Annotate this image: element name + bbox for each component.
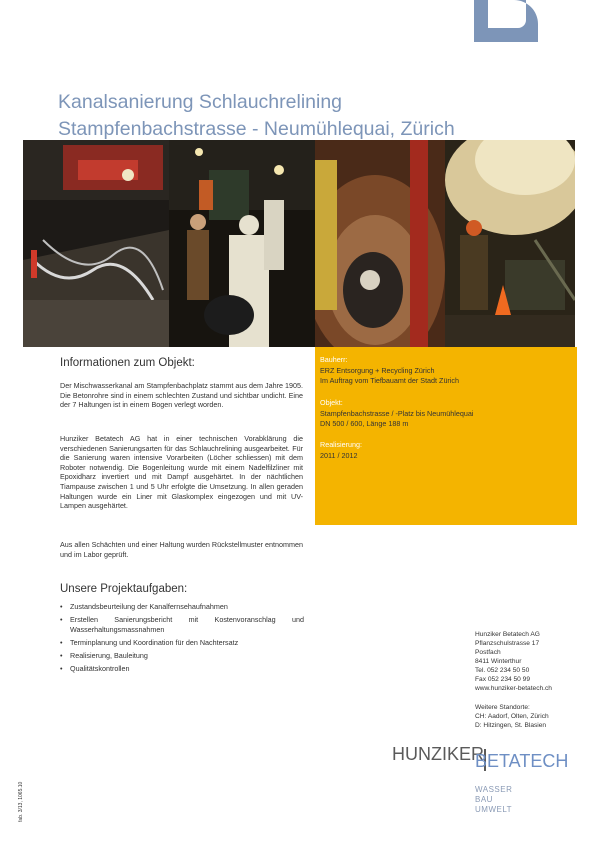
brand-logo bbox=[392, 744, 577, 772]
contact-company: Hunziker Betatech AG bbox=[475, 631, 540, 638]
bullet: • bbox=[60, 663, 63, 673]
footer-document-code: fab. 3/13, 1065.10 bbox=[18, 781, 24, 822]
photo-manhole-shaft bbox=[315, 140, 445, 347]
photo-worker-steam-night bbox=[445, 140, 575, 347]
objekt-line-1: Stampfenbachstrasse / -Platz bis Neumühlequai bbox=[320, 409, 474, 418]
corner-logo-mark bbox=[474, 0, 538, 42]
contact-po-box: Postfach bbox=[475, 649, 501, 656]
photo-street-night-hoses bbox=[23, 140, 169, 347]
brand-name-part1: HUNZIKER bbox=[392, 744, 485, 764]
info-paragraph-3: Aus allen Schächten und einer Haltung wurden Rückstellmuster entnommen und im Labor geprüft. bbox=[60, 540, 303, 559]
task-item: • Qualitätskontrollen bbox=[60, 663, 130, 673]
bullet: • bbox=[60, 650, 63, 660]
task-item: • Zustandsbeurteilung der Kanalfernsehaufnahmen bbox=[60, 602, 228, 611]
contact-sites-d: D: Hitzingen, St. Blasien bbox=[475, 722, 547, 729]
tasks-list bbox=[60, 602, 304, 677]
contact-sites-ch: CH: Aadorf, Olten, Zürich bbox=[475, 713, 549, 720]
contact-web-link[interactable]: www.hunziker-betatech.ch bbox=[475, 685, 552, 692]
brand-tag-umwelt: UMWELT bbox=[475, 805, 513, 814]
realisierung-label: Realisierung: bbox=[320, 440, 362, 449]
photo-strip bbox=[23, 140, 575, 347]
realisierung-value: 2011 / 2012 bbox=[320, 451, 358, 460]
contact-tel: Tel. 052 234 50 50 bbox=[475, 667, 530, 674]
brand-tag-bau: BAU bbox=[475, 795, 493, 804]
task-item: • Realisierung, Bauleitung bbox=[60, 650, 148, 660]
task-item: • Terminplanung und Koordination für den Nachtersatz bbox=[60, 637, 239, 647]
contact-zip-city: 8411 Winterthur bbox=[475, 658, 522, 665]
brand-tag-wasser: WASSER bbox=[475, 785, 513, 794]
page-title-line1: Kanalsanierung Schlauchrelining bbox=[58, 91, 343, 113]
contact-other-sites-label: Weitere Standorte: bbox=[475, 704, 530, 711]
contact-street: Pflanzschulstrasse 17 bbox=[475, 640, 540, 647]
project-details-box bbox=[315, 347, 577, 525]
task-item: • Erstellen Sanierungsbericht mit Kostenvoranschlag und Wasserhaltungsmassnahmen bbox=[60, 615, 304, 634]
photo-workers-protective-suits bbox=[169, 140, 315, 347]
bullet: • bbox=[60, 615, 63, 625]
info-paragraph-2: Hunziker Betatech AG hat in einer technischen Vorabklärung die verschiedenen Sanierungsarten für das Schlauchrelining ausgearbeitet. Für die Sanierung waren intensive Vorarbeiten (Löcher schliessen) mit dem Roboter notwendig. Die Bogenleitung wurde mit einem Nadelfilzliner mit Epoxidharz invertiert und mit Dampf ausgehärtet. In der nächtlichen Tiampause zwischen 1 und 5 Uhr erfolgte die Umsetzung. In allen geraden Haltungen wurde ein Liner mit Glaskomplex eingezogen und mit UV-Lampen ausgehärtet. bbox=[60, 434, 303, 511]
bauherr-label: Bauherr: bbox=[320, 355, 348, 364]
info-heading: Informationen zum Objekt: bbox=[60, 357, 195, 369]
page-title-line2: Stampfenbachstrasse - Neumühlequai, Zürich bbox=[58, 118, 455, 140]
objekt-label: Objekt: bbox=[320, 398, 343, 407]
brand-name-part2: BETATECH bbox=[475, 751, 569, 771]
contact-fax: Fax 052 234 50 99 bbox=[475, 676, 530, 683]
bauherr-line-1: ERZ Entsorgung + Recycling Zürich bbox=[320, 366, 435, 375]
info-paragraph-1: Der Mischwasserkanal am Stampfenbachplatz stammt aus dem Jahre 1905. Die Betonrohre sind in einem schlechten Zustand und sichtbar undicht. Eine der 7 Haltungen ist in einem Bogen verlegt worden. bbox=[60, 381, 303, 410]
tasks-heading: Unsere Projektaufgaben: bbox=[60, 583, 188, 595]
bullet: • bbox=[60, 602, 63, 611]
bauherr-line-2: Im Auftrag vom Tiefbauamt der Stadt Zürich bbox=[320, 376, 460, 385]
bullet: • bbox=[60, 637, 63, 647]
objekt-line-2: DN 500 / 600, Länge 188 m bbox=[320, 419, 409, 428]
